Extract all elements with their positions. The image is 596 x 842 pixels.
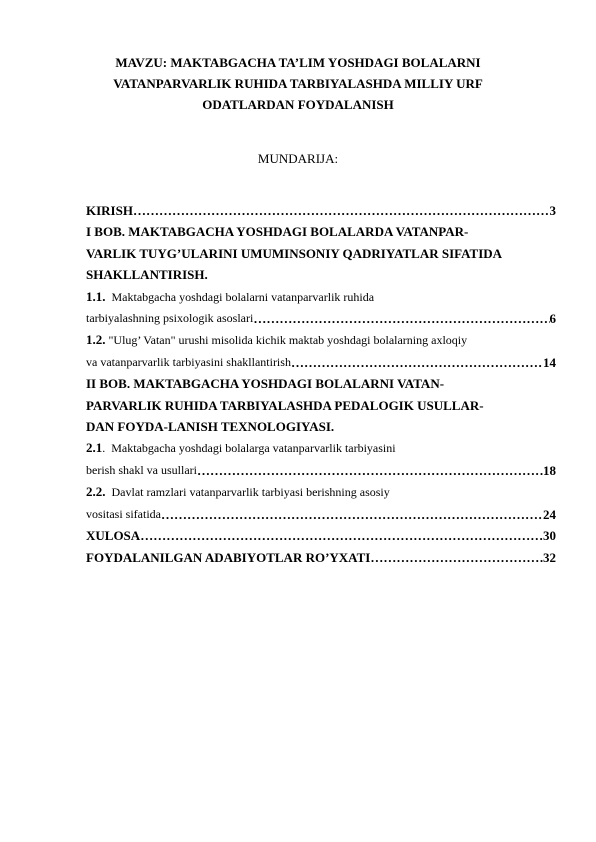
toc-entry-1-1-line-2[interactable] (86, 308, 556, 329)
toc-entry-kirish[interactable] (86, 200, 556, 221)
chapter-2-heading-line-3[interactable]: DAN FOYDA-LANISH TEXNOLOGIYASI. (86, 419, 335, 435)
section-title: Davlat ramzlari vatanparvarlik tarbiyasi berishning asosiy (111, 485, 390, 500)
document-title (60, 52, 536, 115)
toc-page-number: 3 (549, 203, 556, 218)
toc-entry-xulosa[interactable] (86, 525, 556, 546)
table-of-contents (86, 200, 556, 568)
chapter-2-heading-line-2[interactable]: PARVARLIK RUHIDA TARBIYALASHDA PEDALOGIK USULLAR- (86, 397, 484, 413)
toc-entry-label: XULOSA (86, 528, 141, 544)
dot-leader (253, 308, 549, 329)
chapter-1-heading-line-1[interactable]: I BOB. MAKTABGACHA YOSHDAGI BOLALARDA VATANPAR- (86, 224, 469, 240)
section-number: 2.2. (86, 484, 106, 500)
section-number: 1.1. (86, 288, 106, 304)
toc-page-number: 6 (549, 311, 556, 327)
toc-page-number: 14 (543, 354, 556, 370)
dot-leader (133, 200, 550, 221)
title-line-2: VATANPARVARLIK RUHIDA TARBIYALASHDA MILLIY URF (113, 76, 483, 91)
section-title: "Ulug’ Vatan" urushi misolida kichik maktab yoshdagi bolalarning axloqiy (108, 333, 468, 348)
dot-leader (197, 460, 543, 481)
toc-entry-1-2-line-1[interactable] (86, 329, 556, 351)
section-title-continued: tarbiyalashning psixologik asoslari (86, 311, 254, 326)
section-title: Maktabgacha yoshdagi bolalarga vatanparvarlik tarbiyasini (111, 441, 396, 456)
toc-entry-label: KIRISH (86, 203, 133, 218)
chapter-1-heading-line-2[interactable]: VARLIK TUYG’ULARINI UMUMINSONIY QADRIYATLAR SIFATIDA (86, 245, 503, 261)
toc-entry-1-1-line-1[interactable] (86, 286, 556, 308)
toc-entry-2-1-line-2[interactable] (86, 460, 556, 481)
section-number: 1.2. (86, 332, 106, 348)
contents-heading: MUNDARIJA: (257, 151, 339, 166)
toc-page-number: 32 (543, 549, 556, 565)
chapter-1-heading-line-3[interactable]: SHAKLLANTIRISH. (86, 267, 208, 283)
chapter-2-heading-line-1[interactable]: II BOB. MAKTABGACHA YOSHDAGI BOLALARNI VATAN- (86, 376, 445, 392)
toc-entry-adabiyotlar[interactable] (86, 547, 556, 568)
dot-leader (291, 352, 543, 373)
section-title-continued: vositasi sifatida (86, 506, 161, 521)
title-line-1: MAVZU: MAKTABGACHA TA’LIM YOSHDAGI BOLALARNI (115, 55, 481, 70)
section-title-continued: va vatanparvarlik tarbiyasini shakllantirish (86, 354, 291, 369)
dot-leader (370, 547, 543, 568)
toc-page-number: 18 (543, 462, 556, 478)
toc-page-number: 30 (543, 528, 556, 544)
section-title: Maktabgacha yoshdagi bolalarni vatanparvarlik ruhida (111, 289, 375, 304)
toc-page-number: 24 (543, 506, 556, 522)
toc-entry-1-2-line-2[interactable] (86, 352, 556, 373)
toc-entry-2-2-line-1[interactable] (86, 481, 556, 503)
title-line-3: ODATLARDAN FOYDALANISH (202, 97, 394, 112)
section-title-continued: berish shakl va usullari (86, 462, 197, 477)
toc-entry-2-2-line-2[interactable] (86, 504, 556, 525)
toc-entry-2-1-line-1[interactable]: 2.1. Maktabgacha yoshdagi bolalarga vatanparvarlik tarbiyasini (86, 440, 396, 456)
dot-leader (140, 525, 543, 546)
toc-entry-label: FOYDALANILGAN ADABIYOTLAR RO’YXATI (86, 549, 371, 565)
dot-leader (161, 504, 543, 525)
section-number: 2.1 (86, 440, 103, 456)
